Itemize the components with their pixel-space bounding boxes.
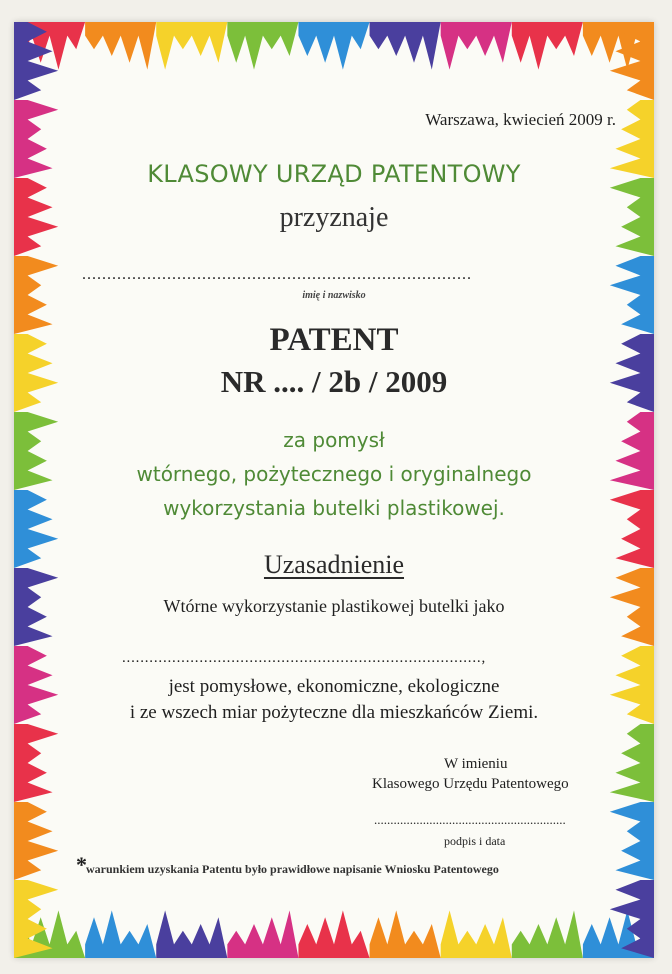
justification-fill-line: ..............................................................................., xyxy=(122,650,486,666)
border-segment-bottom xyxy=(370,910,441,958)
border-segment-top xyxy=(85,22,156,70)
border-segment-bottom xyxy=(298,910,369,958)
border-segment-top xyxy=(370,22,441,70)
justification-line-1: Wtórne wykorzystanie plastikowej butelki jako xyxy=(163,596,505,616)
name-fill-line: .............................................................................. xyxy=(82,266,472,283)
border-segment-bottom xyxy=(156,910,227,958)
border-segment-bottom xyxy=(227,910,298,958)
border-segment-left xyxy=(14,724,58,802)
idea-line-2: wtórnego, pożytecznego i oryginalnego xyxy=(136,462,532,486)
idea-line-1: za pomysł xyxy=(283,428,385,452)
signature-caption: podpis i data xyxy=(444,834,506,848)
idea-line-3: wykorzystania butelki plastikowej. xyxy=(163,496,505,520)
certificate-sheet xyxy=(14,22,654,958)
border-segment-bottom xyxy=(512,910,583,958)
border-segment-bottom xyxy=(441,910,512,958)
border-segment-right xyxy=(610,802,654,880)
border-segment-top xyxy=(441,22,512,70)
justification-heading: Uzasadnienie xyxy=(263,550,405,579)
patent-number: NR .... / 2b / 2009 xyxy=(220,364,448,399)
border-segment-top xyxy=(227,22,298,70)
patent-title: PATENT xyxy=(269,322,399,358)
signature-line-2: Klasowego Urzędu Patentowego xyxy=(372,776,569,792)
footnote-text: warunkiem uzyskania Patentu było prawidłowe napisanie Wniosku Patentowego xyxy=(86,862,499,876)
office-name: KLASOWY URZĄD PATENTOWY xyxy=(147,160,521,188)
border-segment-bottom xyxy=(85,910,156,958)
border-segment-top xyxy=(512,22,583,70)
border-segment-top xyxy=(298,22,369,70)
border-segment-left xyxy=(14,802,58,880)
footnote-asterisk: * xyxy=(76,852,87,877)
justification-line-3: i ze wszech miar pożyteczne dla mieszkańców Ziemi. xyxy=(129,702,539,723)
border-segment-top xyxy=(156,22,227,70)
signature-fill-line: ........................................................... xyxy=(374,812,566,827)
grants-text: przyznaje xyxy=(279,202,389,233)
border-segment-right xyxy=(610,724,654,802)
date-line: Warszawa, kwiecień 2009 r. xyxy=(425,110,616,129)
signature-line-1: W imieniu xyxy=(444,756,508,772)
justification-line-2: jest pomysłowe, ekonomiczne, ekologiczne xyxy=(168,676,500,697)
name-caption: imię i nazwisko xyxy=(302,290,366,301)
